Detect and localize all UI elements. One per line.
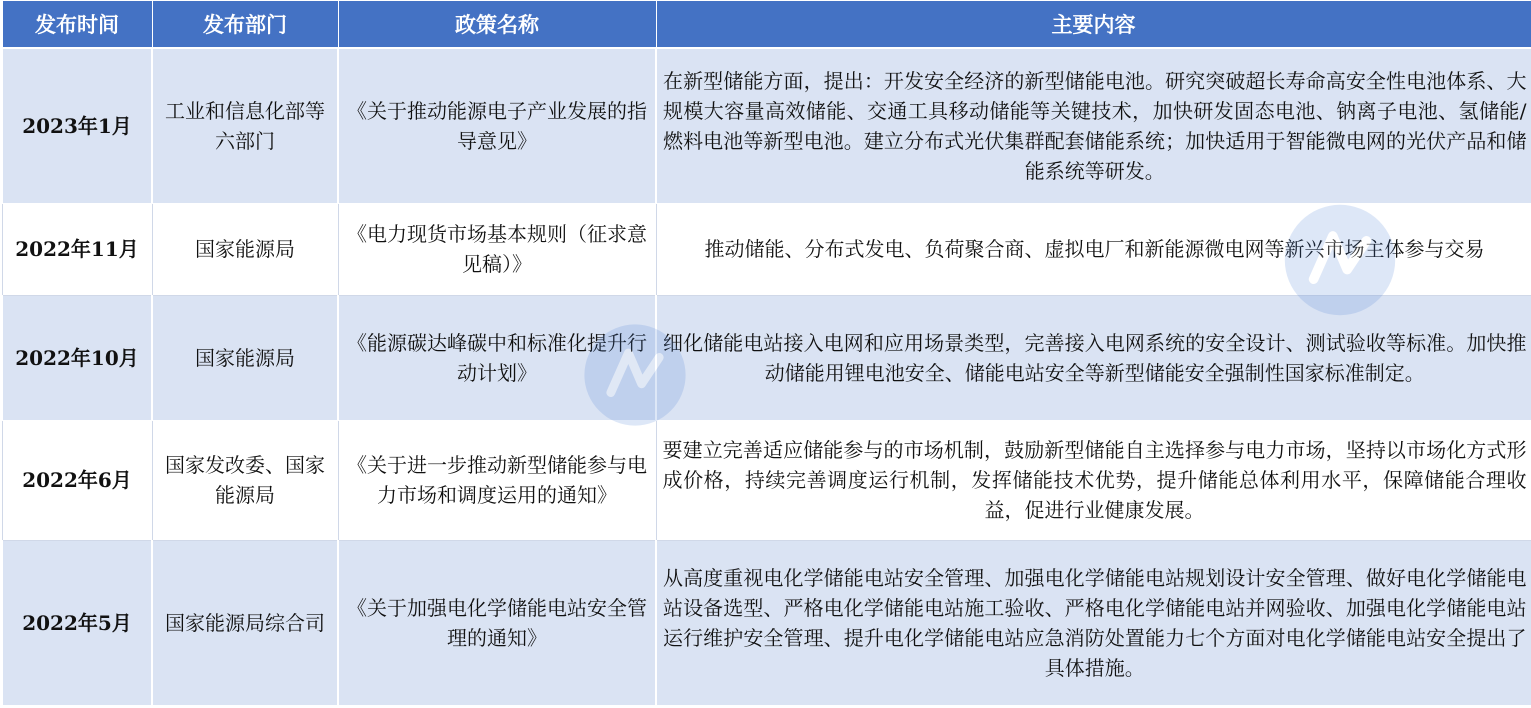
table-row bbox=[2, 48, 1531, 203]
table-row bbox=[2, 540, 1531, 705]
table-row bbox=[2, 295, 1531, 420]
row-content: 细化储能电站接入电网和应用场景类型，完善接入电网系统的安全设计、测试验收等标准。加快推动储能用锂电池安全、储能电站安全等新型储能安全强制性国家标准制定。 bbox=[656, 295, 1531, 420]
row-dept: 国家能源局综合司 bbox=[152, 540, 338, 705]
row-date: 2022年6月 bbox=[2, 420, 152, 540]
row-date: 2022年5月 bbox=[2, 540, 152, 705]
row-dept: 工业和信息化部等六部门 bbox=[152, 48, 338, 203]
table-row bbox=[2, 203, 1531, 295]
row-policy: 《能源碳达峰碳中和标准化提升行动计划》 bbox=[338, 295, 656, 420]
row-policy: 《电力现货市场基本规则（征求意见稿）》 bbox=[338, 203, 656, 295]
table-row bbox=[2, 420, 1531, 540]
row-content: 在新型储能方面，提出：开发安全经济的新型储能电池。研究突破超长寿命高安全性电池体系、大规模大容量高效储能、交通工具移动储能等关键技术，加快研发固态电池、钠离子电池、氢储能/燃料电池等新型电池。建立分布式光伏集群配套储能系统；加快适用于智能微电网的光伏产品和储能系统等研发。 bbox=[656, 48, 1531, 203]
row-dept: 国家能源局 bbox=[152, 203, 338, 295]
policy-table bbox=[1, 0, 1531, 706]
header-content: 主要内容 bbox=[656, 1, 1531, 49]
row-content: 要建立完善适应储能参与的市场机制，鼓励新型储能自主选择参与电力市场，坚持以市场化方式形成价格，持续完善调度运行机制，发挥储能技术优势，提升储能总体利用水平，保障储能合理收益，促进行业健康发展。 bbox=[656, 420, 1531, 540]
row-date: 2022年11月 bbox=[2, 203, 152, 295]
header-dept: 发布部门 bbox=[152, 1, 338, 49]
row-date: 2022年10月 bbox=[2, 295, 152, 420]
row-content: 推动储能、分布式发电、负荷聚合商、虚拟电厂和新能源微电网等新兴市场主体参与交易 bbox=[656, 203, 1531, 295]
header-date: 发布时间 bbox=[2, 1, 152, 49]
header-policy: 政策名称 bbox=[338, 1, 656, 49]
row-policy: 《关于加强电化学储能电站安全管理的通知》 bbox=[338, 540, 656, 705]
row-policy: 《关于进一步推动新型储能参与电力市场和调度运用的通知》 bbox=[338, 420, 656, 540]
row-dept: 国家能源局 bbox=[152, 295, 338, 420]
row-dept: 国家发改委、国家能源局 bbox=[152, 420, 338, 540]
table-header-row bbox=[2, 1, 1531, 49]
row-content: 从高度重视电化学储能电站安全管理、加强电化学储能电站规划设计安全管理、做好电化学储能电站设备选型、严格电化学储能电站施工验收、严格电化学储能电站并网验收、加强电化学储能电站运行维护安全管理、提升电化学储能电站应急消防处置能力七个方面对电化学储能电站安全提出了具体措施。 bbox=[656, 540, 1531, 705]
row-policy: 《关于推动能源电子产业发展的指导意见》 bbox=[338, 48, 656, 203]
row-date: 2023年1月 bbox=[2, 48, 152, 203]
